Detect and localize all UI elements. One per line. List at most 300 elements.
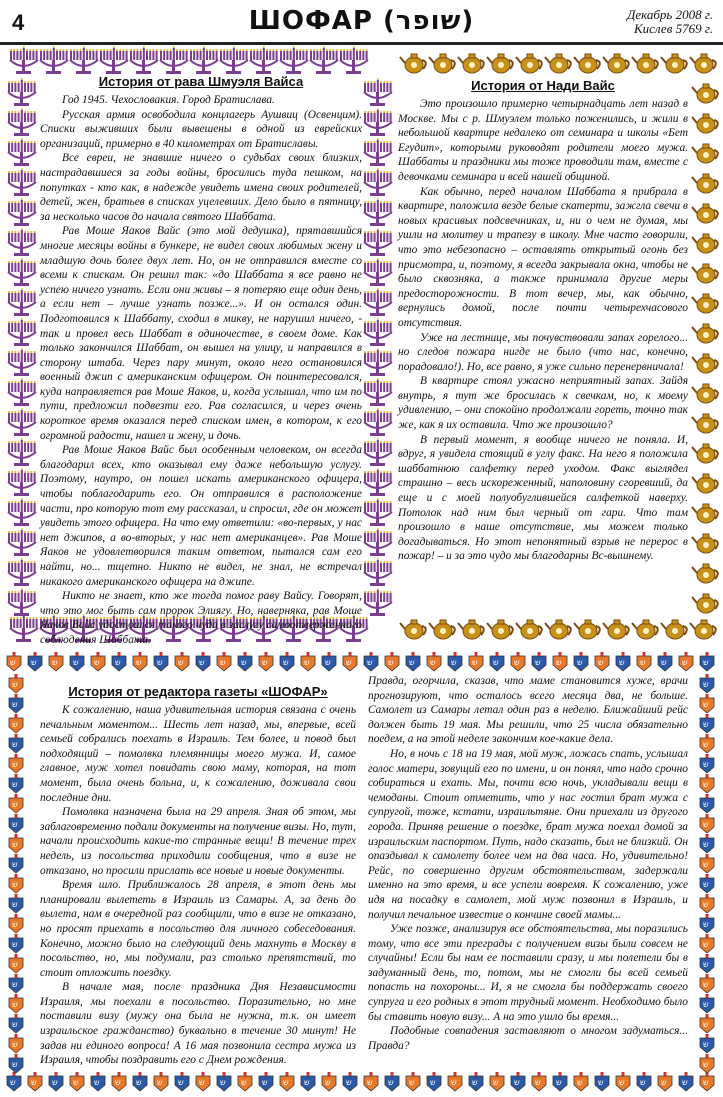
menorah-icon (364, 258, 392, 286)
menorah-icon (8, 348, 36, 376)
oil-jug-icon (400, 620, 426, 639)
menorah-icon (364, 168, 392, 196)
svg-text:ש: ש (703, 740, 709, 749)
svg-text:ש: ש (577, 1078, 583, 1087)
oil-jug-icon (429, 620, 455, 639)
svg-text:ש: ש (619, 658, 625, 667)
dreidel-icon (70, 652, 84, 671)
dreidel-icon (511, 1072, 525, 1091)
svg-text:ש: ש (367, 658, 373, 667)
paragraph: Русская армия освободила концлагерь Аушвиц (Освенцим). Списки выживших были вывешены в одной из еврейских организаций, примерно в 40 километрах от Братиславы. (40, 108, 362, 150)
dreidel-icon (385, 652, 399, 671)
svg-text:ש: ש (388, 1078, 394, 1087)
svg-text:ש: ש (661, 658, 667, 667)
dreidel-icon (9, 1014, 23, 1033)
menorah-icon (190, 46, 218, 74)
dreidel-icon (700, 674, 714, 693)
paragraph: Рав Моше Яаков Вайс был особенным человеком, он всегда благодарил всех, кто оказывал ему даже небольшую услугу. Поэтому, наутро, он пошел искать американского офицера, чтобы поблагодарить его. Он отправился в расположение части, про которую тот ему рассказал, и спросил, где он может увидеть этого офицера. На что ему ответили: «во-первых, у нас нет джипов, а во-вторых, у нас нет американцев». Рав Моше Яаков не удовлетворился таким ответом, пытался сам его найти, но... тщетно. Никто не видел, не знал, не встречал никакого американского офицера на джипе. (40, 444, 362, 588)
dreidel-icon (679, 652, 693, 671)
svg-text:ש: ש (535, 1078, 541, 1087)
dreidel-icon (9, 934, 23, 953)
svg-text:ש: ש (556, 1078, 562, 1087)
svg-text:ש: ש (241, 1078, 247, 1087)
svg-text:ש: ש (178, 658, 184, 667)
dreidel-icon (490, 1072, 504, 1091)
date-hebrew: Кислев 5769 г. (634, 21, 713, 36)
page-number: 4 (12, 10, 25, 35)
dreidel-icon (364, 652, 378, 671)
paragraph: Время шло. Приближалось 28 апреля, в этот день мы планировали вылететь в Израиль из Самары. А, за день до вылета, нам в очередной раз сообщили, что в визе не отказано, но просят приехать в посольство для личного собеседования. Конечно, можно было на следующий день махнуть в Москву в посольство, но, мы подумали, раз столько препятствий, то стоит отложить поездку. (40, 879, 356, 979)
menorah-icon (8, 138, 36, 166)
svg-text:ש: ש (31, 658, 37, 667)
oil-jug-icon (692, 594, 718, 613)
menorah-icon (364, 318, 392, 346)
paragraph: К сожалению, наша удивительная история связана с очень печальным моментом... Шесть лет назад, мы, впервые, всей семьей собрались поехать в Израиль. Тем более, и повод был подходящий – помолвка племянницы моего мужа. И, самое главное, муж хотел повидать свою маму, которая, на тот момент, была очень больна, и, к сожалению, доживала свои последние дни. (40, 704, 356, 804)
menorah-icon (364, 78, 392, 106)
svg-text:ש: ש (703, 860, 709, 869)
oil-jug-icon (692, 384, 718, 403)
svg-text:ש: ש (12, 840, 18, 849)
dreidel-icon (91, 652, 105, 671)
dreidel-icon (364, 1072, 378, 1091)
dreidel-icon (9, 694, 23, 713)
svg-text:ש: ש (703, 720, 709, 729)
menorah-icon (8, 438, 36, 466)
paragraph: Как обычно, перед началом Шаббата я прибрала в квартире, положила везде белые скатерти, зажгла свечи в новых красивых подсвечниках, и, ни о чем не думая, мы ушли на молитву и трапезу в школу. Мне часто говорили, что это небезопасно – оставлять открытый огонь без присмотра, и, поэтому, я всегда закрывала окна, чтобы не было сквозняка, а также принимала другие меры предосторожности. В тот вечер, мы, как обычно, вернулись домой, после почти четырехчасового отсутствия. (398, 185, 688, 329)
paragraph: Правда, огорчила, сказав, что маме становится хуже, врачи прогнозируют, что осталось всего месяца два, не больше. Самолет из Самары летал один раз в неделю. Ближайший рейс должен быть 19 мая. Мы решили, что 25 числа обязательно поедем, а на этой неделе закончим кое-какие дела. (368, 675, 688, 746)
dreidel-icon (259, 1072, 273, 1091)
dreidel-icon (301, 1072, 315, 1091)
svg-text:ש: ש (12, 760, 18, 769)
svg-text:ש: ש (283, 658, 289, 667)
dreidel-icon (280, 1072, 294, 1091)
dreidel-icon (9, 894, 23, 913)
dreidel-icon (700, 894, 714, 913)
dreidel-icon (658, 1072, 672, 1091)
oil-jug-icon (545, 54, 571, 73)
dreidel-icon (9, 954, 23, 973)
dreidel-icon (91, 1072, 105, 1091)
dreidel-icon (700, 874, 714, 893)
menorah-icon (364, 378, 392, 406)
svg-text:ש: ש (12, 940, 18, 949)
dreidel-icon (595, 652, 609, 671)
dreidel-icon (9, 814, 23, 833)
article-title: История от редактора газеты «ШОФАР» (68, 684, 328, 699)
dreidel-icon (9, 674, 23, 693)
dreidel-icon (616, 652, 630, 671)
dreidel-icon (427, 1072, 441, 1091)
oil-jug-icon (690, 54, 716, 73)
dreidel-icon (196, 652, 210, 671)
oil-jug-icon (692, 504, 718, 523)
dreidel-icon (70, 1072, 84, 1091)
menorah-icon (10, 614, 38, 642)
oil-jug-icon (458, 620, 484, 639)
article-weiss-rav (40, 74, 362, 646)
oil-jug-icon (692, 414, 718, 433)
svg-text:ש: ש (73, 658, 79, 667)
menorah-icon (8, 78, 36, 106)
menorah-icon (250, 46, 278, 74)
oil-jug-icon (690, 620, 716, 639)
svg-text:ש: ש (12, 700, 18, 709)
svg-text:ש: ש (703, 940, 709, 949)
svg-text:ש: ש (703, 658, 709, 667)
oil-jug-icon (487, 54, 513, 73)
svg-text:ש: ש (73, 1078, 79, 1087)
dreidel-icon (9, 914, 23, 933)
svg-text:ש: ש (472, 658, 478, 667)
svg-text:ש: ש (430, 1078, 436, 1087)
svg-text:ש: ש (682, 1078, 688, 1087)
oil-jug-icon (429, 54, 455, 73)
dreidel-icon (175, 1072, 189, 1091)
dreidel-icon (343, 1072, 357, 1091)
oil-jug-icon (400, 54, 426, 73)
dreidel-icon (490, 652, 504, 671)
menorah-icon (100, 46, 128, 74)
oil-jug-icon (692, 144, 718, 163)
menorah-icon (8, 108, 36, 136)
oil-jug-icon (692, 234, 718, 253)
oil-jug-icon (516, 620, 542, 639)
svg-text:ש: ש (451, 1078, 457, 1087)
svg-text:ש: ש (703, 800, 709, 809)
svg-text:ש: ש (52, 1078, 58, 1087)
dreidel-icon (133, 1072, 147, 1091)
article-body (40, 703, 356, 1068)
paragraph: Но, в ночь с 18 на 19 мая, мой муж, ложась спать, услышал голос матери, зовущий его по имени, и он понял, что надо срочно собираться и ехать. Мы, почти всю ночь, укладывали вещи в чемоданы. Стоит отметить, что у нас гостил брат мужа с супругой, тоже, кстати, израильтяне. Они приехали из другого города. Приняв решение о поездке, брат мужа поехал домой за израильским паспортом. Путь, надо сказать, был не близкий. Он опаздывал к самолету более чем на два часа. Но, удивительно! Рейс, по совершенно другим обстоятельствам, задержали именно на это время, и все успели вовремя. К сожалению, уже идя на посадку в самолет, мой муж позвонил в Израиль, и получил печальное известие о кончине своей мамы... (368, 747, 688, 921)
oil-jug-icon (692, 204, 718, 223)
svg-text:ש: ש (12, 1000, 18, 1009)
dreidel-icon (9, 754, 23, 773)
dreidel-icon (616, 1072, 630, 1091)
menorah-icon (8, 258, 36, 286)
svg-text:ש: ש (409, 1078, 415, 1087)
dreidel-icon (49, 1072, 63, 1091)
svg-text:ש: ש (388, 658, 394, 667)
dreidel-icon (700, 754, 714, 773)
svg-text:ש: ש (703, 900, 709, 909)
dreidel-icon (658, 652, 672, 671)
article-title: История от Нади Вайс (471, 78, 615, 93)
svg-text:ש: ש (577, 658, 583, 667)
paragraph: Подобные совпадения заставляют о многом задуматься... Правда? (368, 1025, 688, 1052)
menorah-icon (8, 318, 36, 346)
dreidel-icon (9, 774, 23, 793)
dreidel-icon (154, 1072, 168, 1091)
menorah-icon (364, 408, 392, 436)
svg-text:ש: ש (115, 658, 121, 667)
svg-text:ש: ש (325, 658, 331, 667)
dreidel-icon (280, 652, 294, 671)
dreidel-icon (469, 1072, 483, 1091)
article-body (368, 674, 688, 1053)
menorah-icon (8, 288, 36, 316)
svg-text:ש: ש (598, 1078, 604, 1087)
paragraph: В начале мая, после праздника Дня Независимости Израиля, мы поехали в посольство. Поразительно, но мне поставили визу (мужу она была не нужна, т.к. он имеет израильское гражданство) буквально в течение 30 минут! Не задав ни единого вопроса! А 16 мая позвонила сестра мужа из Израиля, чтобы поздравить его с Днем рождения. (40, 981, 356, 1067)
oil-jug-icon (692, 294, 718, 313)
dreidel-icon (700, 914, 714, 933)
svg-text:ש: ש (703, 680, 709, 689)
article-nadi-weiss (398, 78, 688, 618)
svg-text:ש: ש (535, 658, 541, 667)
svg-text:ש: ש (703, 1000, 709, 1009)
dreidel-icon (9, 834, 23, 853)
oil-jug-icon (574, 620, 600, 639)
dreidel-icon (700, 714, 714, 733)
svg-text:ש: ש (157, 1078, 163, 1087)
article-editor-right (368, 674, 688, 1064)
paragraph: Все евреи, не знавшие ничего о судьбах своих близких, настрадавшиеся за годы войны, бросились туда пешком, на попутках - кто как, в надежде увидеть имена своих родителей, детей, жен, братьев в списках уцелевших. Дело было в пятницу, за несколько часов до начала святого Шаббата. (40, 152, 362, 223)
dreidel-icon (700, 1014, 714, 1033)
menorah-icon (220, 46, 248, 74)
svg-text:ש: ש (472, 1078, 478, 1087)
svg-text:ש: ש (12, 960, 18, 969)
svg-text:ש: ש (12, 800, 18, 809)
menorah-icon (364, 108, 392, 136)
paragraph: В квартире стоял ужасно неприятный запах. Зайдя внутрь, я тут же бросилась к свечкам, но, к моему удивлению, – они спокойно продолжали гореть, точно так же, как я их оставила. Что же произошло? (398, 375, 688, 432)
svg-text:ש: ש (325, 1078, 331, 1087)
menorah-icon (8, 558, 36, 586)
oil-jug-icon (692, 444, 718, 463)
dreidel-icon (700, 794, 714, 813)
svg-text:ש: ש (640, 658, 646, 667)
dreidel-icon (700, 1054, 714, 1073)
dreidel-icon (553, 652, 567, 671)
svg-text:ש: ש (703, 840, 709, 849)
svg-text:ש: ש (556, 658, 562, 667)
svg-text:ש: ש (94, 658, 100, 667)
menorah-icon (364, 468, 392, 496)
svg-text:ש: ש (241, 658, 247, 667)
oil-jug-icon (487, 620, 513, 639)
svg-text:ש: ש (703, 960, 709, 969)
svg-text:ש: ש (12, 920, 18, 929)
dreidel-icon (469, 652, 483, 671)
menorah-icon (364, 228, 392, 256)
dreidel-icon (700, 954, 714, 973)
dreidel-icon (700, 834, 714, 853)
svg-text:ש: ש (451, 658, 457, 667)
dreidel-icon (343, 652, 357, 671)
dreidel-icon (574, 1072, 588, 1091)
svg-text:ש: ש (598, 658, 604, 667)
menorah-icon (310, 46, 338, 74)
svg-text:ש: ש (493, 1078, 499, 1087)
dreidel-icon (175, 652, 189, 671)
svg-text:ש: ש (157, 658, 163, 667)
svg-text:ש: ש (12, 880, 18, 889)
paragraph: В первый момент, я вообще ничего не поняла. И, вдруг, я увидела стоящий в углу факс. На него я положила шаббатнюю салфетку перед уходом. Факс выглядел страшно – весь искореженный, наполовину сгоревший, да еще и с моей полуобуглившейся салфеткой наверху. Потолок над ним был черный от гари. Что там произошло в наше отсутствие, мы можем только догадываться. Но этот непонятный взрыв не перерос в пожар! – и за это чудо мы благодарны Вс-вышнему. (398, 433, 688, 563)
dreidel-icon (238, 1072, 252, 1091)
svg-text:ש: ש (31, 1078, 37, 1087)
menorah-icon (8, 528, 36, 556)
dreidel-icon (700, 652, 714, 671)
svg-text:ש: ש (640, 1078, 646, 1087)
svg-text:ש: ש (682, 658, 688, 667)
dreidel-icon (532, 1072, 546, 1091)
svg-text:ש: ש (262, 658, 268, 667)
oil-jug-icon (692, 114, 718, 133)
svg-text:ש: ש (703, 980, 709, 989)
menorah-icon (8, 408, 36, 436)
menorah-icon (364, 588, 392, 616)
oil-jug-icon (632, 54, 658, 73)
menorah-icon (130, 46, 158, 74)
svg-text:ש: ש (514, 658, 520, 667)
article-body (398, 97, 688, 564)
dreidel-icon (301, 652, 315, 671)
paragraph: Никто не знает, кто же тогда помог раву Вайсу. Говорят, что это мог быть сам пророк Элиягу. Но, наверняка, рав Моше Яаков Вайс удостоился такого чуда в заслугу самоотверженного соблюдения Шаббата. (40, 590, 362, 646)
dreidel-icon (9, 1054, 23, 1073)
dreidel-icon (7, 652, 21, 671)
svg-text:ש: ש (262, 1078, 268, 1087)
menorah-icon (340, 46, 368, 74)
menorah-icon (280, 46, 308, 74)
svg-text:ש: ש (493, 658, 499, 667)
oil-jug-icon (692, 534, 718, 553)
svg-text:ש: ש (703, 760, 709, 769)
svg-text:ש: ש (12, 1060, 18, 1069)
svg-text:ש: ש (12, 780, 18, 789)
dreidel-icon (9, 994, 23, 1013)
svg-text:ש: ש (12, 720, 18, 729)
oil-jug-icon (545, 620, 571, 639)
svg-text:ש: ש (283, 1078, 289, 1087)
svg-text:ש: ש (304, 1078, 310, 1087)
svg-text:ש: ש (703, 1020, 709, 1029)
menorah-icon (40, 46, 68, 74)
dreidel-icon (448, 652, 462, 671)
dreidel-icon (9, 794, 23, 813)
oil-jug-icon (632, 620, 658, 639)
dreidel-icon (112, 1072, 126, 1091)
dreidel-icon (385, 1072, 399, 1091)
menorah-icon (364, 438, 392, 466)
dreidel-icon (700, 814, 714, 833)
svg-text:ש: ש (115, 1078, 121, 1087)
date-gregorian: Декабрь 2008 г. (627, 7, 713, 22)
oil-jug-icon (661, 620, 687, 639)
menorah-icon (8, 168, 36, 196)
dreidel-icon (406, 652, 420, 671)
dreidel-icon (700, 934, 714, 953)
svg-text:ש: ש (52, 658, 58, 667)
oil-jug-icon (661, 54, 687, 73)
dreidel-icon (700, 774, 714, 793)
menorah-icon (364, 198, 392, 226)
menorah-icon (364, 558, 392, 586)
dreidel-icon (259, 652, 273, 671)
dreidel-icon (679, 1072, 693, 1091)
dreidel-icon (9, 874, 23, 893)
svg-text:ש: ש (409, 658, 415, 667)
paragraph: Год 1945. Чехословакия. Город Братислава. (62, 94, 275, 106)
svg-text:ש: ש (12, 1020, 18, 1029)
svg-text:ש: ש (703, 880, 709, 889)
svg-text:ש: ש (346, 1078, 352, 1087)
oil-jug-icon (692, 474, 718, 493)
dreidel-icon (532, 652, 546, 671)
dreidel-icon (28, 652, 42, 671)
dreidel-icon (637, 1072, 651, 1091)
paragraph: Это произошло примерно четырнадцать лет назад в Москве. Мы с р. Шмуэлем только поженились, и жили в небольшой квартире недалеко от семинара и школы «Бет Егудит», которыми руководят родители моего мужа. Шаббаты и праздники мы тоже проводили там, вместе с девочками семинара и всей нашей общиной. (398, 98, 688, 183)
svg-text:ש: ש (12, 860, 18, 869)
svg-text:ש: ש (12, 680, 18, 689)
menorah-icon (364, 288, 392, 316)
menorah-icon (8, 588, 36, 616)
dreidel-icon (700, 974, 714, 993)
svg-text:ש: ש (178, 1078, 184, 1087)
dreidel-icon (574, 652, 588, 671)
svg-text:ש: ש (619, 1078, 625, 1087)
article-title: История от рава Шмуэля Вайса (98, 74, 304, 89)
svg-text:ש: ש (136, 1078, 142, 1087)
svg-text:ש: ש (703, 1078, 709, 1087)
dreidel-icon (553, 1072, 567, 1091)
oil-jug-icon (692, 324, 718, 343)
dreidel-icon (427, 652, 441, 671)
paragraph: Помолвка назначена была на 29 апреля. Зная об этом, мы заблаговременно подали документы на получение визы. Но, тут, начали происходить какие-то странные вещи! В течение трех недель, из посольства приходили сообщения, что в визе не отказано, но просили прислать все новые и новые документы. (40, 806, 357, 877)
oil-jug-icon (603, 54, 629, 73)
dreidel-icon (448, 1072, 462, 1091)
dreidel-icon (322, 652, 336, 671)
dreidel-icon (511, 652, 525, 671)
svg-text:ש: ש (430, 658, 436, 667)
svg-text:ש: ש (661, 1078, 667, 1087)
menorah-icon (8, 378, 36, 406)
svg-text:ש: ש (10, 1078, 16, 1087)
paragraph: Уже позже, анализируя все обстоятельства, мы поразились тому, что все эти преграды с получением визы были совсем не случайны! Если бы нам ее поставили сразу, и мы полетели бы в задуманный день, то, потом, мы не смогли бы всей семьей попасть на похороны... И, я не смогла бы поддержать своего супруга и его родных в этот трудный момент. Необходимо было бы ставить новую визу... А на это ушло бы время... (368, 923, 688, 1023)
dreidel-icon (196, 1072, 210, 1091)
svg-text:ש: ש (199, 1078, 205, 1087)
svg-text:ש: ש (367, 1078, 373, 1087)
dreidel-icon (9, 734, 23, 753)
svg-text:ש: ש (12, 820, 18, 829)
svg-text:ש: ש (703, 820, 709, 829)
oil-jug-icon (516, 54, 542, 73)
masthead-title: ШОФАР (שופר) (248, 6, 475, 36)
svg-text:ש: ש (136, 658, 142, 667)
oil-jug-icon (692, 354, 718, 373)
dreidel-icon (700, 854, 714, 873)
svg-text:ש: ש (220, 1078, 226, 1087)
dreidel-icon (28, 1072, 42, 1091)
svg-text:ש: ש (12, 1040, 18, 1049)
svg-text:ש: ש (304, 658, 310, 667)
dreidel-icon (9, 714, 23, 733)
oil-jug-icon (692, 264, 718, 283)
dreidel-icon (700, 994, 714, 1013)
menorah-icon (364, 498, 392, 526)
svg-text:ש: ש (514, 1078, 520, 1087)
oil-jug-icon (692, 564, 718, 583)
dreidel-icon (112, 652, 126, 671)
dreidel-icon (9, 1034, 23, 1053)
oil-jug-icon (692, 174, 718, 193)
paragraph: Рав Моше Яаков Вайс (это мой дедушка), прятавшийся многие месяцы войны в бункере, не видел своих любимых жену и младшую дочь более двух лет. Но, он не отправился вместе со всеми к спискам. Он решил так: «до Шаббата я все равно не успею ничего узнать. Если они живы – я потеряю еще один день, а если нет – лучше узнать позже...». И он остался один. Подготовился к Шаббату, сходил в микву, не нарушил ничего, - так и провел весь Шаббат в одиночестве, в своем доме. Как только закончился Шаббат, он вышел на улицу, и направился в сторону штаба. Через пару минут, около него остановился военный джип с американским офицером. Он поинтересовался, куда направляется рав Моше Яаков, и, когда услышал, что им по пути, предложил подвезти его. Рав согласился, и через очень короткое время оказался перед списком имен, в котором, к его огромной радости, нашел и жену, и дочь. (40, 225, 362, 442)
svg-text:ש: ש (12, 900, 18, 909)
oil-jug-icon (692, 84, 718, 103)
dreidel-icon (238, 652, 252, 671)
dreidel-icon (217, 652, 231, 671)
svg-text:ש: ש (703, 700, 709, 709)
article-body (40, 93, 362, 648)
dreidel-icon (406, 1072, 420, 1091)
dreidel-icon (595, 1072, 609, 1091)
